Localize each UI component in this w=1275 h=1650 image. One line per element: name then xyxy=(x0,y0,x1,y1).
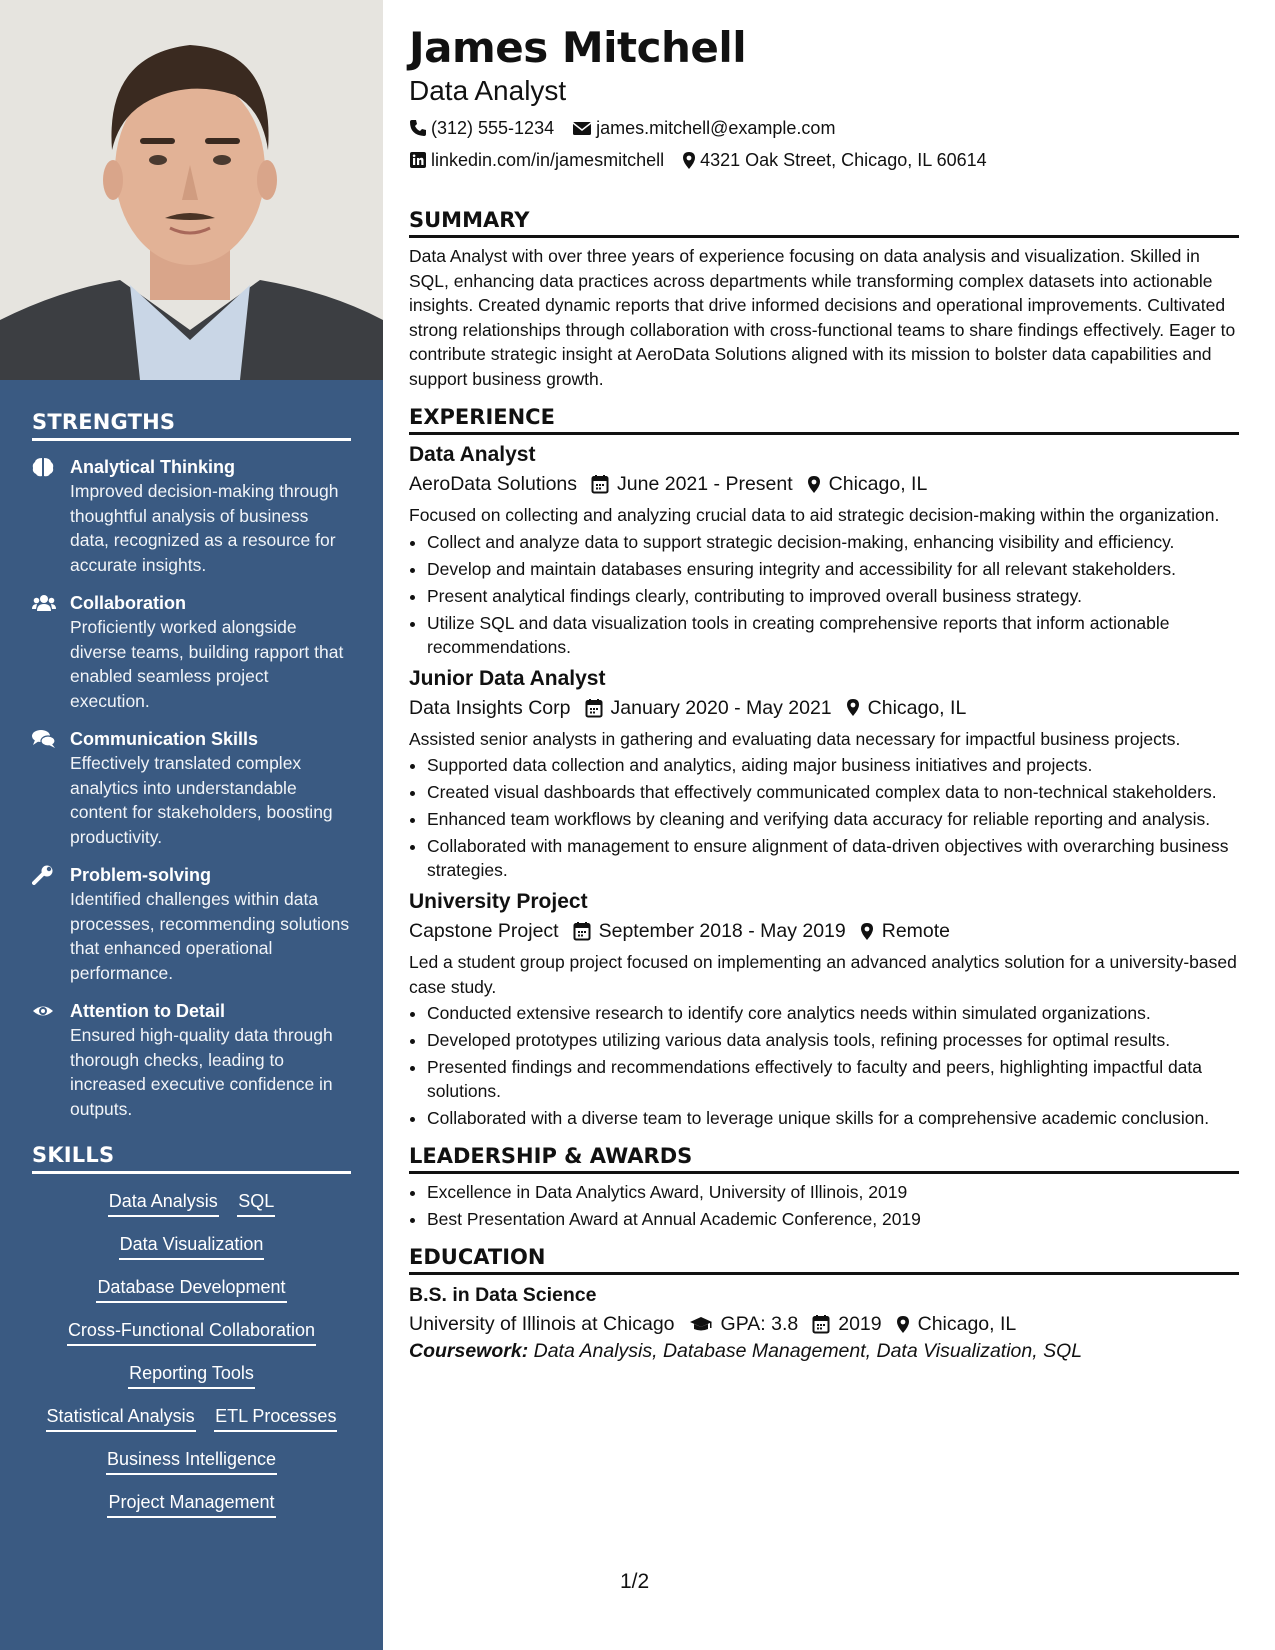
map-marker-icon xyxy=(682,151,696,170)
users-icon xyxy=(32,593,54,613)
strengths-heading: STRENGTHS xyxy=(32,410,351,441)
page-number: 1/2 xyxy=(620,1570,650,1593)
address-text: 4321 Oak Street, Chicago, IL 60614 xyxy=(700,150,987,170)
list-item: • Collect and analyze data to support strategic decision-making, enhancing visibility and efficiency. xyxy=(427,530,1239,554)
phone-icon xyxy=(409,119,427,137)
job-title: University Project xyxy=(409,890,588,913)
job-entry xyxy=(409,888,1239,1130)
map-marker-icon xyxy=(807,475,821,494)
list-item: • Conducted extensive research to identify core analytics needs within simulated organizations. xyxy=(427,1001,1239,1025)
brain-icon xyxy=(32,457,54,477)
skill-tag: Reporting Tools xyxy=(128,1360,255,1389)
list-item: • Develop and maintain databases ensuring integrity and accessibility for all relevant stakeholders. xyxy=(427,557,1239,581)
job-title: Junior Data Analyst xyxy=(409,666,606,690)
skill-tag: Data Visualization xyxy=(119,1231,265,1260)
eye-icon xyxy=(32,1001,54,1021)
strength-title: Attention to Detail xyxy=(70,1001,225,1021)
strength-title: Communication Skills xyxy=(70,729,259,749)
map-marker-icon xyxy=(896,1315,910,1334)
summary-section xyxy=(409,208,1239,391)
coursework-label: Coursework: xyxy=(409,1340,529,1362)
job-bullets xyxy=(409,753,1239,882)
job-dates: January 2020 - May 2021 xyxy=(610,696,832,719)
calendar-icon xyxy=(812,1314,830,1334)
job-description: Focused on collecting and analyzing crucial data to aid strategic decision-making within the organization. xyxy=(409,505,1220,525)
strength-title: Analytical Thinking xyxy=(70,457,236,477)
job-location: Chicago, IL xyxy=(828,473,928,495)
skill-tag: Cross-Functional Collaboration xyxy=(67,1317,316,1346)
job-description: Assisted senior analysts in gathering and evaluating data necessary for impactful business projects. xyxy=(409,728,1181,749)
graduation-year: 2019 xyxy=(838,1313,882,1335)
experience-heading: EXPERIENCE xyxy=(409,405,1239,435)
strength-description: Effectively translated complex analytics into understandable content for stakeholders, boosting productivity. xyxy=(70,753,333,847)
comments-icon xyxy=(32,729,54,749)
education-section xyxy=(409,1245,1239,1365)
job-company: Capstone Project xyxy=(409,920,559,942)
awards-list xyxy=(409,1180,1239,1231)
profile-photo-illustration xyxy=(0,0,383,380)
candidate-role: Data Analyst xyxy=(409,75,567,106)
list-item: • Created visual dashboards that effectively communicated complex data to non-technical stakeholders. xyxy=(427,780,1239,804)
email-text: james.mitchell@example.com xyxy=(596,118,836,138)
linkedin-text: linkedin.com/in/jamesmitchell xyxy=(431,150,665,170)
list-item: • Developed prototypes utilizing various data analysis tools, refining processes for optimal results. xyxy=(427,1028,1239,1052)
linkedin-icon xyxy=(409,151,427,169)
summary-text: Data Analyst with over three years of experience focusing on data analysis and visualization. Skilled in SQL, enhancing data practices across departments while transforming complex datasets into actionable insights. Created dynamic reports that drive informed decisions and operational improvements. Cultivated strong relationships through collaboration with cross-functional teams to share findings effectively. Eager to contribute strategic insight at AeroData Solutions aligned with its mission to bolster data capabilities and support business growth. xyxy=(409,246,1236,389)
strength-description: Ensured high-quality data through thorough checks, leading to increased executive confidence in outputs. xyxy=(70,1025,333,1119)
list-item: • Excellence in Data Analytics Award, University of Illinois, 2019 xyxy=(427,1180,1239,1204)
skill-tag: Data Analysis xyxy=(108,1188,219,1217)
wrench-icon xyxy=(32,865,54,885)
profile-photo xyxy=(0,0,383,380)
list-item: • Presented findings and recommendations effectively to faculty and peers, highlighting impactful data solutions. xyxy=(427,1055,1239,1103)
strength-description: Improved decision-making through thoughtful analysis of business data, recognized as a resource for accurate insights. xyxy=(70,481,339,575)
contact-address xyxy=(682,148,987,172)
sidebar xyxy=(0,0,383,1650)
skill-tag: Database Development xyxy=(96,1274,286,1303)
calendar-icon xyxy=(585,698,603,718)
skill-tag: Project Management xyxy=(107,1489,275,1518)
main-content xyxy=(409,22,1239,1365)
phone-text: (312) 555-1234 xyxy=(431,118,555,138)
strength-item xyxy=(32,455,351,577)
strength-title: Collaboration xyxy=(70,593,186,613)
job-description: Led a student group project focused on implementing an advanced analytics solution for a university-based case study. xyxy=(409,952,1237,997)
candidate-name: James Mitchell xyxy=(409,23,747,72)
strength-description: Identified challenges within data processes, recommending solutions that enhanced operational performance. xyxy=(70,889,350,983)
job-location: Chicago, IL xyxy=(867,696,967,719)
list-item: • Enhanced team workflows by cleaning and verifying data accuracy for reliable reporting and analysis. xyxy=(427,807,1239,831)
experience-section xyxy=(409,405,1239,1130)
skill-tag: Business Intelligence xyxy=(106,1446,277,1475)
summary-heading: SUMMARY xyxy=(409,208,1239,238)
sidebar-content xyxy=(32,410,351,1518)
coursework xyxy=(409,1337,1239,1365)
contact-phone[interactable] xyxy=(409,116,554,140)
strength-item xyxy=(32,863,351,985)
education-location: Chicago, IL xyxy=(917,1313,1017,1335)
calendar-icon xyxy=(591,474,609,494)
awards-heading: LEADERSHIP & AWARDS xyxy=(409,1144,1239,1174)
skills-list xyxy=(32,1188,351,1518)
job-dates: June 2021 - Present xyxy=(617,473,793,495)
strength-description: Proficiently worked alongside diverse teams, building rapport that enabled seamless project execution. xyxy=(70,617,344,711)
job-meta xyxy=(409,695,1239,721)
job-dates: September 2018 - May 2019 xyxy=(598,920,846,942)
map-marker-icon xyxy=(846,698,860,717)
degree-title: B.S. in Data Science xyxy=(409,1284,597,1306)
job-entry xyxy=(409,665,1239,883)
list-item: • Collaborated with a diverse team to leverage unique skills for a comprehensive academic conclusion. xyxy=(427,1106,1239,1130)
job-meta xyxy=(409,918,1239,944)
list-item: • Present analytical findings clearly, contributing to improved overall business strategy. xyxy=(427,584,1239,608)
skill-tag: SQL xyxy=(237,1188,275,1217)
list-item: • Supported data collection and analytics, aiding major business initiatives and projects. xyxy=(427,753,1239,777)
list-item: • Collaborated with management to ensure alignment of data-driven objectives with overarching business strategies. xyxy=(427,834,1239,882)
job-entry xyxy=(409,441,1239,659)
job-meta xyxy=(409,471,1239,497)
job-title: Data Analyst xyxy=(409,443,536,466)
awards-section xyxy=(409,1144,1239,1231)
list-item: • Utilize SQL and data visualization tools in creating comprehensive reports that inform actionable recommendations. xyxy=(427,611,1239,659)
strength-item xyxy=(32,999,351,1121)
job-bullets xyxy=(409,530,1239,659)
school-name: University of Illinois at Chicago xyxy=(409,1313,675,1335)
education-heading: EDUCATION xyxy=(409,1245,1239,1275)
job-company: AeroData Solutions xyxy=(409,473,578,495)
envelope-icon xyxy=(572,120,592,136)
strength-item xyxy=(32,727,351,849)
calendar-icon xyxy=(573,921,591,941)
job-bullets xyxy=(409,1001,1239,1130)
education-meta xyxy=(409,1311,1239,1337)
strength-title: Problem-solving xyxy=(70,865,212,885)
skill-tag: Statistical Analysis xyxy=(46,1403,196,1432)
job-company: Data Insights Corp xyxy=(409,696,571,719)
list-item: • Best Presentation Award at Annual Academic Conference, 2019 xyxy=(427,1207,1239,1231)
contact-info xyxy=(409,116,1239,172)
map-marker-icon xyxy=(860,922,874,941)
graduation-cap-icon xyxy=(689,1315,713,1333)
strength-item xyxy=(32,591,351,713)
job-location: Remote xyxy=(881,920,951,942)
coursework-list: Data Analysis, Database Management, Data Visualization, SQL xyxy=(533,1340,1083,1362)
skills-heading: SKILLS xyxy=(32,1143,351,1174)
gpa: GPA: 3.8 xyxy=(720,1313,799,1335)
contact-email[interactable] xyxy=(572,116,835,140)
skill-tag: ETL Processes xyxy=(214,1403,337,1432)
contact-linkedin[interactable] xyxy=(409,148,664,172)
